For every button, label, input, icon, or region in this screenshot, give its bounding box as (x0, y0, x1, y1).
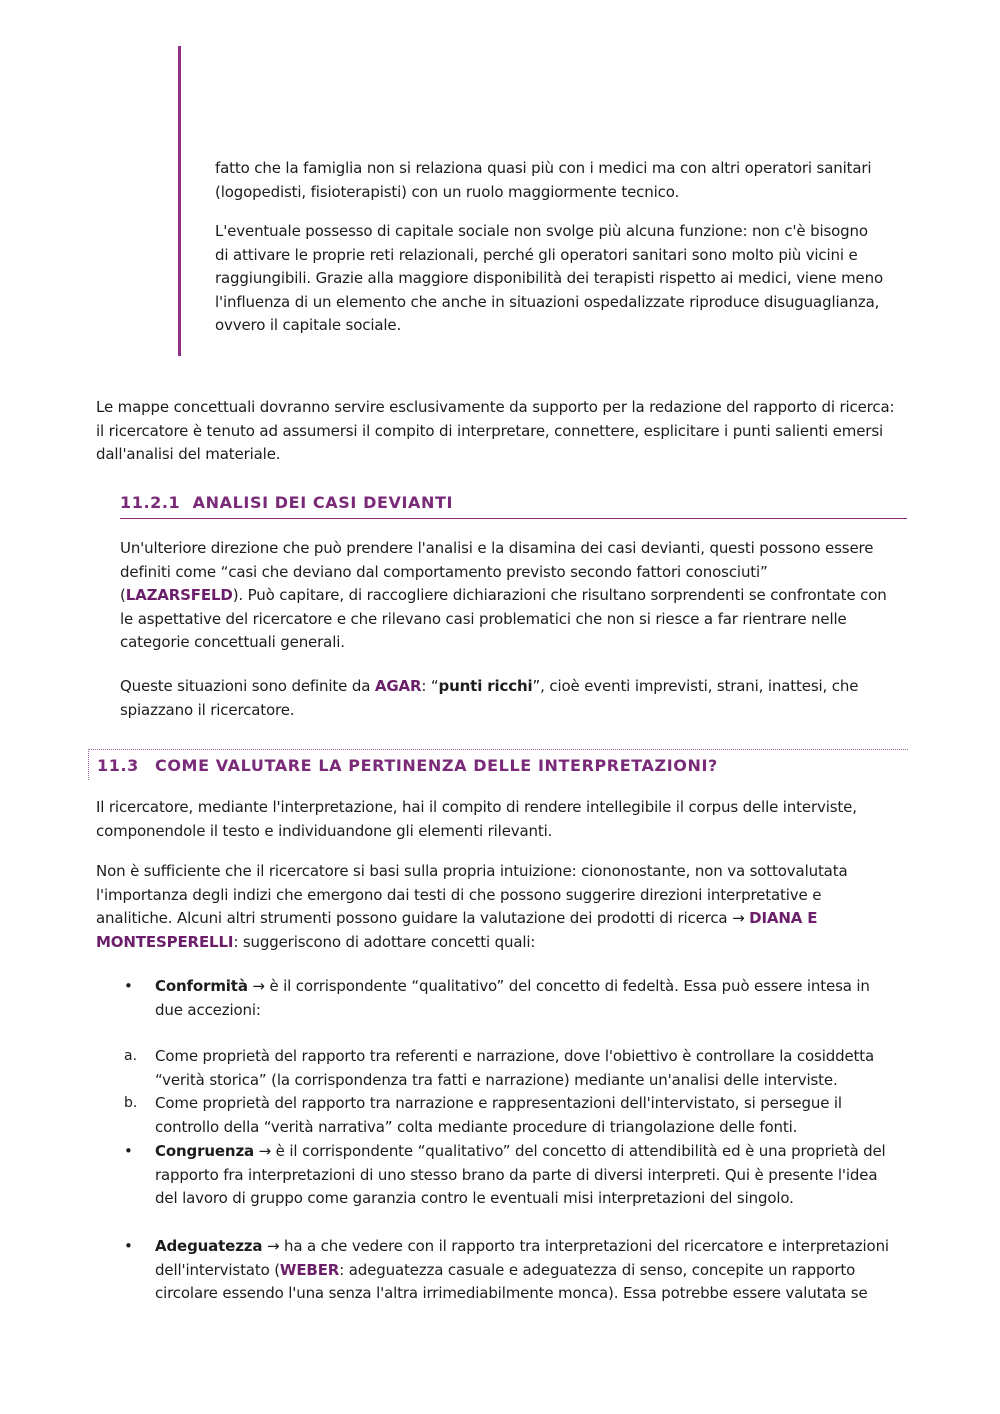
section-number: 11.3 (97, 756, 139, 775)
section-title: COME VALUTARE LA PERTINENZA DELLE INTERPRETAZIONI? (155, 756, 718, 775)
list-item-adeguatezza (155, 1235, 895, 1306)
intro-paragraph: Le mappe concettuali dovranno servire esclusivamente da supporto per la redazione del rapporto di ricerca: il ricercatore è tenuto ad assumersi il compito di interpretare, connettere, esplicitare i punti salienti emersi dall'analisi del materiale. (96, 398, 895, 463)
bullet-icon: • (124, 977, 133, 995)
author-name: LAZARSFELD (125, 586, 233, 604)
text-span: è il corrispondente “qualitativo” del concetto di attendibilità ed è una proprietà del rapporto fra interpretazioni di uno stesso brano da parte di diversi interpreti. Qui è presente l'idea del lavoro di gruppo come garanzia contro le eventuali misi interpretazioni del singolo. (155, 1142, 886, 1207)
interpretation-paragraph-1: Il ricercatore, mediante l'interpretazione, hai il compito di rendere intellegibile il corpus delle interviste, componendole il testo e individuandone gli elementi rilevanti. (96, 798, 857, 840)
text-span: ). Può capitare, di raccogliere dichiarazioni che risultano sorprendenti se confrontate con le aspettative del ricercatore e che rilevano casi problematici che non si riesce a far rientrare nelle categorie concettuali generali. (120, 586, 887, 651)
text-span: ha a che vedere con il rapporto tra interpretazioni del ricercatore e interpretazioni dell'intervistato ( (155, 1237, 889, 1279)
arrow-right-icon: → (258, 1142, 272, 1160)
text-span: è il corrispondente “qualitativo” del concetto di fedeltà. Essa può essere intesa in due accezioni: (155, 977, 870, 1019)
list-item-conformita (155, 975, 895, 1022)
deviant-cases-paragraph-1 (120, 537, 895, 655)
author-name: AGAR (374, 677, 422, 695)
list-item-congruenza (155, 1140, 895, 1211)
quote-bar (178, 46, 181, 356)
section-heading-11-2-1 (120, 493, 907, 519)
text-span: : “ (421, 677, 439, 695)
text-span: Queste situazioni sono definite da (120, 677, 375, 695)
text-span: ”, cioè eventi imprevisti, strani, inattesi, che spiazzano il ricercatore. (120, 677, 859, 719)
bullet-icon: • (124, 1142, 133, 1160)
text-span: : adeguatezza casuale e adeguatezza di senso, concepite un rapporto circolare essendo l'una senza l'altra irrimediabilmente monca). Essa potrebbe essere valutata se (155, 1260, 868, 1302)
text-span: Non è sufficiente che il ricercatore si basi sulla propria intuizione: ciononostante, non va sottovalutata l'importanza degli indizi che emergono dai testi di che possono suggerire direzioni interpretative e analitiche. Alcuni altri strumenti possono guidare la valutazione dei prodotti di ricerca (96, 862, 848, 927)
deviant-cases-paragraph-2 (120, 675, 895, 722)
list-item-b: Come proprietà del rapporto tra narrazione e rappresentazioni dell'intervistato, si persegue il controllo della “verità narrativa” colta mediante procedure di triangolazione delle fonti. (155, 1094, 842, 1136)
arrow-right-icon: → (252, 977, 265, 995)
list-marker-a: a. (124, 1048, 138, 1064)
key-term: Conformità (155, 977, 248, 995)
key-term: punti ricchi (438, 677, 533, 695)
quote-paragraph-1: fatto che la famiglia non si relaziona quasi più con i medici ma con altri operatori sanitari (logopedisti, fisioterapisti) con un ruolo maggiormente tecnico. (215, 159, 872, 201)
key-term: Congruenza (155, 1142, 255, 1160)
arrow-right-icon: → (732, 909, 745, 927)
section-title: ANALISI DEI CASI DEVIANTI (192, 493, 454, 512)
author-name: DIANA E MONTESPERELLI (96, 909, 818, 951)
quote-paragraph-2: L'eventuale possesso di capitale sociale non svolge più alcuna funzione: non c'è bisogno di attivare le proprie reti relazionali, perché gli operatori sanitari sono molto più vicini e raggiungibili. Grazie alla maggiore disponibilità dei terapisti rispetto ai medici, viene meno l'influenza di un elemento che anche in situazioni ospedalizzate riproduce disuguaglianza, ovvero il capitale sociale. (215, 222, 883, 334)
bullet-icon: • (124, 1237, 133, 1255)
section-heading-11-3 (88, 749, 908, 780)
interpretation-paragraph-2 (96, 860, 896, 954)
arrow-right-icon: → (266, 1237, 280, 1255)
text-span: : suggeriscono di adottare concetti quali: (233, 932, 536, 951)
key-term: Adeguatezza (155, 1237, 263, 1255)
list-item-a: Come proprietà del rapporto tra referenti e narrazione, dove l'obiettivo è controllare la cosiddetta “verità storica” (la corrispondenza tra fatti e narrazione) mediante un'analisi delle interviste. (155, 1047, 875, 1089)
section-number: 11.2.1 (120, 493, 181, 512)
list-marker-b: b. (124, 1095, 138, 1111)
text-span: Un'ulteriore direzione che può prendere l'analisi e la disamina dei casi devianti, questi possono essere definiti come “casi che deviano dal comportamento previsto secondo fattori conosciuti” ( (120, 539, 874, 604)
author-name: WEBER (279, 1260, 340, 1279)
